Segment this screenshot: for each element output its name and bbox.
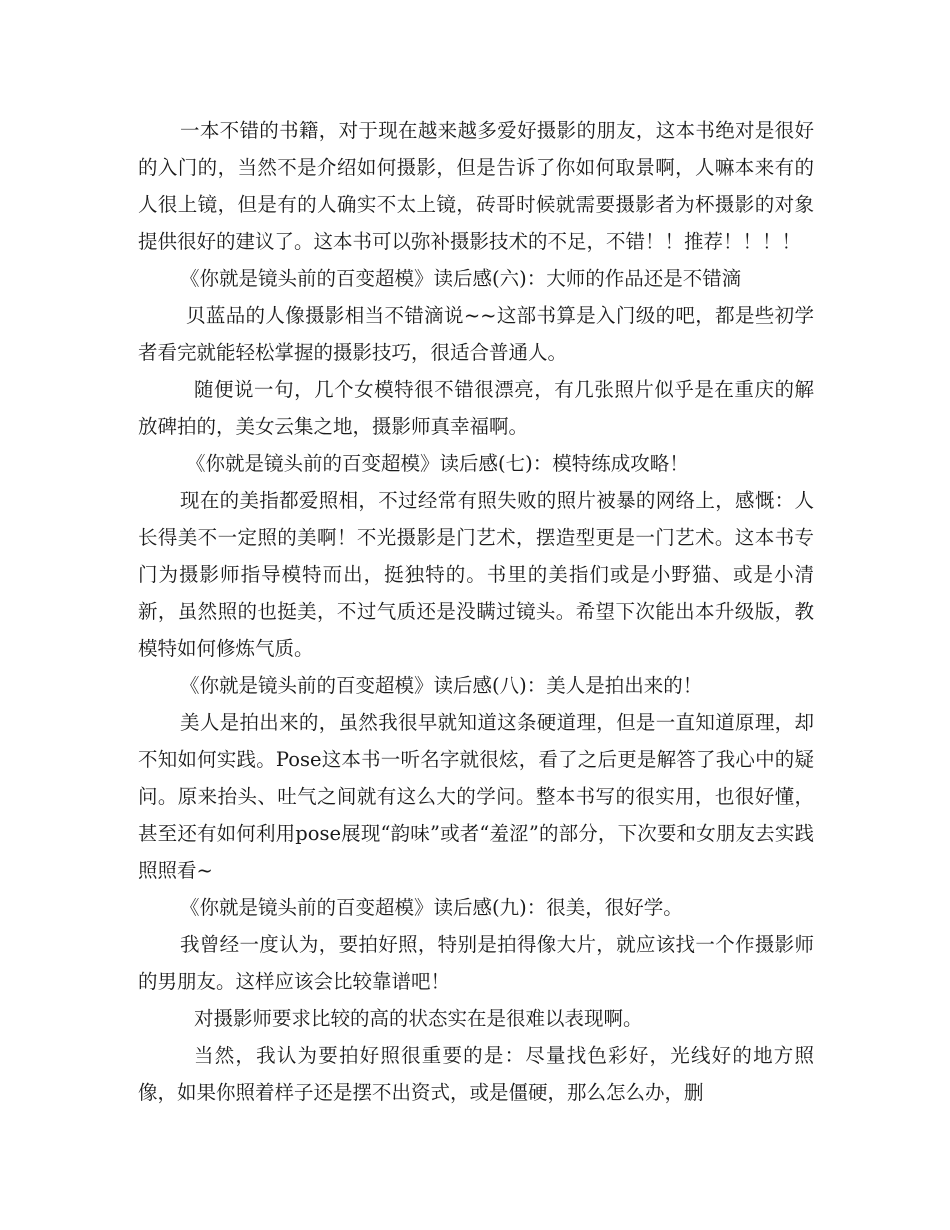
paragraph-3: 随便说一句，几个女模特很不错很漂亮，有几张照片似乎是在重庆的解放碑拍的，美女云集之地，摄影师真幸福啊。 <box>138 378 814 438</box>
paragraph-6: 我曾经一度认为，要拍好照，特别是拍得像大片，就应该找一个作摄影师的男朋友。这样应该会比较靠谱吧！ <box>138 933 814 993</box>
section-heading-9: 《你就是镜头前的百变超模》读后感(九)：很美，很好学。 <box>180 896 683 919</box>
paragraph-4: 现在的美指都爱照相，不过经常有照失败的照片被暴的网络上，感慨：人长得美不一定照的美啊！不光摄影是门艺术，摆造型更是一门艺术。这本书专门为摄影师指导模特而出，挺独特的。书里的美指们或是小野猫、或是小清新，虽然照的也挺美，不过气质还是没瞒过镜头。希望下次能出本升级版，教模特如何修炼气质。 <box>138 489 814 660</box>
section-heading-7: 《你就是镜头前的百变超模》读后感(七)：模特练成攻略！ <box>186 452 689 475</box>
paragraph-5: 美人是拍出来的，虽然我很早就知道这条硬道理，但是一直知道原理，却不知如何实践。Pose这本书一听名字就很炫，看了之后更是解答了我心中的疑问。原来抬头、吐气之间就有这么大的学问。整本书写的很实用，也很好懂，甚至还有如何利用pose展现“韵味”或者“羞涩”的部分，下次要和女朋友去实践照照看~ <box>138 711 814 882</box>
paragraph-8: 当然，我认为要拍好照很重要的是：尽量找色彩好，光线好的地方照像，如果你照着样子还是摆不出资式，或是僵硬，那么怎么办，删 <box>138 1044 814 1104</box>
document-body <box>138 112 814 1111</box>
paragraph-7: 对摄影师要求比较的高的状态实在是很难以表现啊。 <box>194 1007 643 1030</box>
paragraph-1: 一本不错的书籍，对于现在越来越多爱好摄影的朋友，这本书绝对是很好的入门的，当然不是介绍如何摄影，但是告诉了你如何取景啊，人嘛本来有的人很上镜，但是有的人确实不太上镜，砖哥时候就需要摄影者为杯摄影的对象提供很好的建议了。这本书可以弥补摄影技术的不足，不错！！推荐！！！！ <box>138 119 814 253</box>
section-heading-6: 《你就是镜头前的百变超模》读后感(六)：大师的作品还是不错滴 <box>180 267 742 290</box>
section-heading-8: 《你就是镜头前的百变超模》读后感(八)：美人是拍出来的！ <box>180 674 703 697</box>
paragraph-2: 贝蓝品的人像摄影相当不错滴说~~这部书算是入门级的吧，都是些初学者看完就能轻松掌握的摄影技巧，很适合普通人。 <box>138 304 814 364</box>
